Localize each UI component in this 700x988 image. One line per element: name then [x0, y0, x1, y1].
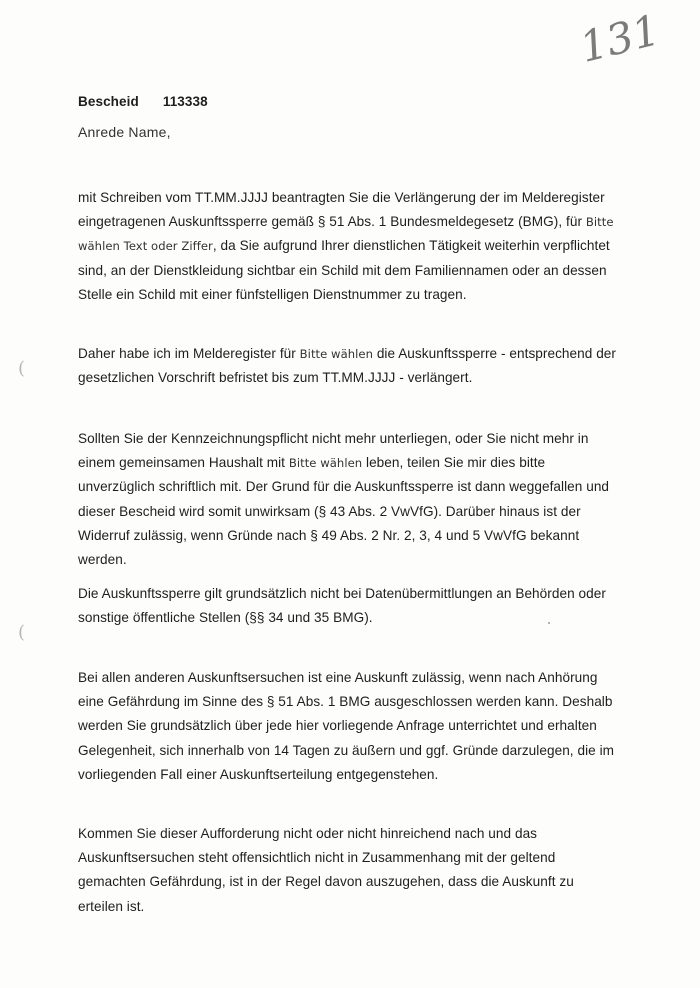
paragraph-5: Bei allen anderen Auskunftsersuchen ist eine Auskunft zulässig, wenn nach Anhörung eine Gefährdung im Sinne des § 51 Abs. 1 BMG ausgeschlossen werden kann. Deshalb werden Sie grundsätzlich über jede hier vorliegende Anfrage unterrichtet und erhalten Gelegenheit, sich innerhalb von 14 Tagen zu äußern und ggf. Gründe darzulegen, die im vorliegenden Fall einer Auskunftserteilung entgegenstehen.: [78, 670, 615, 782]
paragraph-3: Sollten Sie der Kennzeichnungspflicht nicht mehr unterliegen, oder Sie nicht mehr in einem gemeinsamen Haushalt mit Bitte wählen leben, teilen Sie mir dies bitte unverzüglich schriftlich mit. Der Grund für die Auskunftssperre ist dann weggefallen und dieser Bescheid wird somit unwirksam (§ 43 Abs. 2 VwVfG). Darüber hinaus ist der Widerruf zulässig, wenn Gründe nach § 49 Abs. 2 Nr. 2, 3, 4 und 5 VwVfG bekannt werden.: [78, 431, 610, 568]
margin-mark: (: [18, 622, 26, 643]
paragraph-4: Die Auskunftssperre gilt grundsätzlich nicht bei Datenübermittlungen an Behörden oder sonstige öffentliche Stellen (§§ 34 und 35 BMG).: [78, 586, 606, 626]
scan-speck: [548, 622, 550, 624]
reference-number: 113338: [162, 94, 208, 109]
choice-placeholder: Bitte wählen: [288, 456, 363, 471]
paragraph-1: mit Schreiben vom TT.MM.JJJJ beantragten Sie die Verlängerung der im Melderegister eingetragenen Auskunftssperre gemäß § 51 Abs. 1 Bundesmeldegesetz (BMG), für Bitte wählen Text oder Ziffer, da Sie aufgrund Ihrer dienstlichen Tätigkeit weiterhin verpflichtet sind, an der Dienstkleidung sichtbar ein Schild mit dem Familiennamen oder an dessen Stelle ein Schild mit einer fünfstelligen Dienstnummer zu tragen.: [78, 190, 614, 302]
header-label: Bescheid: [78, 94, 139, 109]
page-number-text: 131: [575, 5, 665, 72]
date-placeholder: TT.MM.JJJJ: [195, 190, 268, 205]
paragraph-6: Kommen Sie dieser Aufforderung nicht oder nicht hinreichend nach und das Auskunftsersuchen steht offensichtlich nicht in Zusammenhang mit der geltend gemachten Gefährdung, ist in der Regel davon auszugehen, dass die Auskunft zu erteilen ist.: [78, 826, 574, 914]
choice-placeholder: Bitte wählen Text oder Ziffer: [78, 215, 614, 254]
date-placeholder: TT.MM.JJJJ: [322, 370, 396, 386]
margin-mark: (: [18, 358, 26, 379]
paragraph-2: Daher habe ich im Melderegister für Bitte wählen die Auskunftssperre - entsprechend der gesetzlichen Vorschrift befristet bis zum TT.MM.JJJJ - verlängert.: [78, 346, 616, 386]
document-header: [78, 94, 208, 109]
choice-placeholder: Bitte wählen: [299, 347, 373, 361]
handwritten-page-number: [575, 5, 665, 72]
salutation: Anrede Name,: [78, 124, 171, 140]
